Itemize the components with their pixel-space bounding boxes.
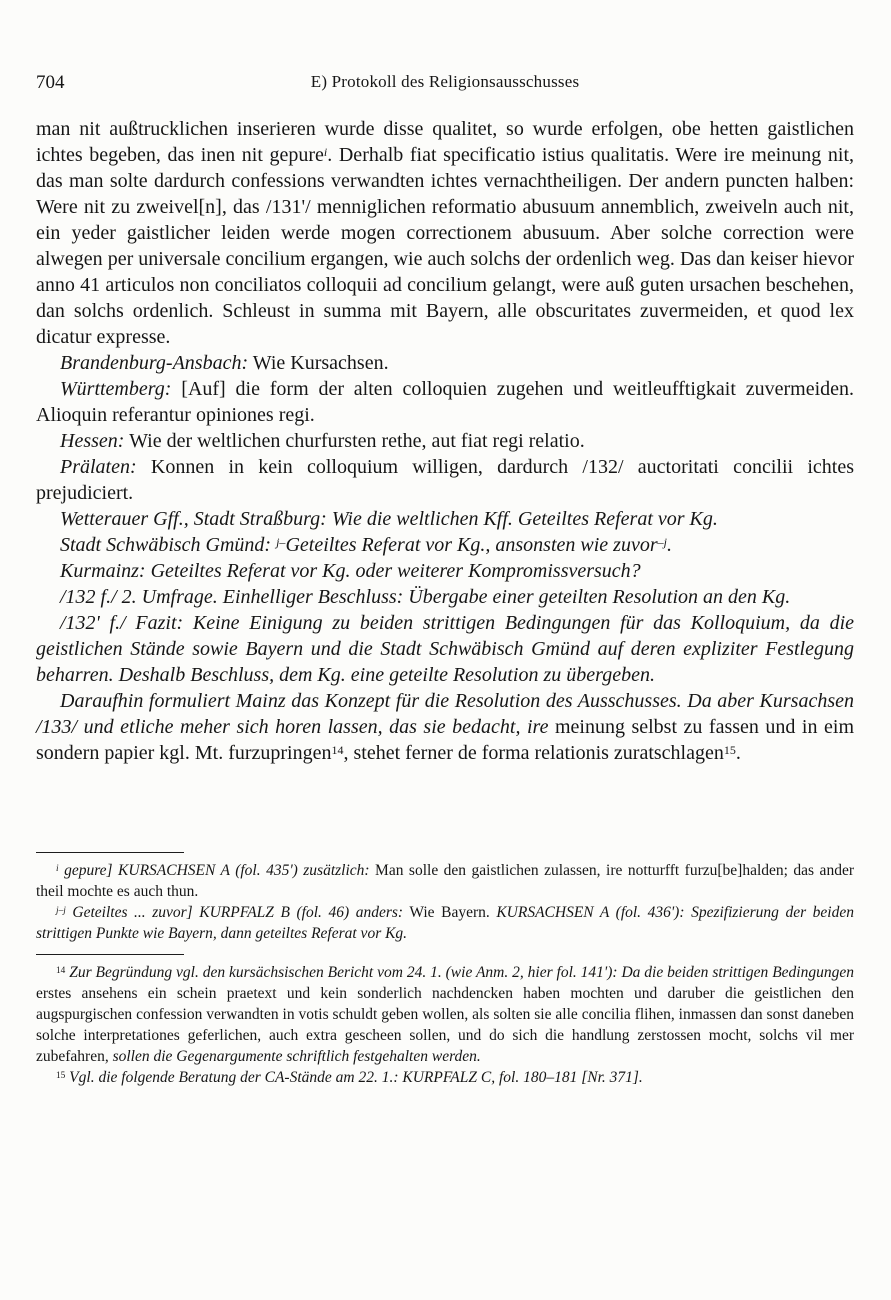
- footnote-j: [36, 902, 854, 944]
- text-run: /132' f./ Fazit: Keine Einigung zu beiden strittigen Bedingungen für das Kolloquium, da die geistlichen Stände sowie Bayern und die Stadt Schwäbisch Gmünd auf deren expliziter Festlegung beharren. Deshalb Beschluss, dem Kg. eine geteilte Resolution zu übergeben.: [36, 612, 854, 686]
- main-text-block: [36, 116, 854, 766]
- paragraph-umfrage: [36, 584, 854, 610]
- paragraph-votum-hessen: [36, 428, 854, 454]
- footnote-marker: 14: [56, 965, 66, 976]
- text-run: , stehet ferner de forma relationis zuratschlagen: [343, 742, 724, 764]
- text-run: Konnen in kein colloquium willigen, dardurch /132/ auctoritati concilii ichtes prejudiciert.: [36, 456, 854, 504]
- text-run: Wie der weltlichen churfursten rethe, aut fiat regi relatio.: [124, 430, 585, 452]
- text-run: Vgl. die folgende Beratung der CA-Stände am 22. 1.: KURPFALZ C, fol. 180–181 [Nr. 371].: [65, 1069, 643, 1086]
- running-head: E) Protokoll des Religionsausschusses: [310, 72, 580, 91]
- footnote-group-letters: [36, 860, 854, 944]
- text-run: man nit außtrucklichen inserieren wurde disse qualitet, so wurde erfolgen, obe hetten gaistlichen ichtes begeben, das inen nit gepure: [36, 118, 854, 166]
- text-run: Prälaten:: [60, 456, 137, 478]
- footnote-group-numbers: [36, 962, 854, 1088]
- footnote-marker: 15: [56, 1070, 66, 1081]
- text-run: Man solle den gaistlichen zulassen, ire notturfft furzu[be]halden; das ander theil mochte es auch thun.: [36, 862, 854, 900]
- paragraph-votum-kurmainz: [36, 558, 854, 584]
- footnote-marker: i: [56, 863, 59, 874]
- footnote-separator: [36, 954, 184, 955]
- text-run: Wie Bayern.: [403, 904, 490, 921]
- text-run: KURSACHSEN A (fol. 436'): Spezifizierung der beiden strittigen Punkte wie Bayern, dann geteiltes Referat vor Kg.: [36, 904, 854, 942]
- footnote-marker: 14: [331, 742, 344, 757]
- paragraph-votum-schwaebisch-gmuend: [36, 532, 854, 558]
- text-run: Hessen:: [60, 430, 125, 452]
- text-run: Kurmainz: Geteiltes Referat vor Kg. oder weiterer Kompromissversuch?: [60, 560, 641, 582]
- text-run: Geteiltes ... zuvor] KURPFALZ B (fol. 46) anders:: [65, 904, 404, 921]
- text-run: erstes ansehens ein schein praetext und kein sonderlich nachdencken haben mochten und daruber die geistlichen den augspurgischen confession verwandten in votis schuldt geben wollen, als solten sie alle concilia flihen, inmassen dan sonst daneben solche interpretationes geferlichen, auch extra gescheen sollen, und do sich die handlung zerstossen mocht, solchs vil mer zubefahren,: [36, 985, 854, 1065]
- text-run: . Derhalb fiat specificatio istius qualitatis. Were ire meinung nit, das man solte dardurch confessions verwandten ichtes vernachtheiligen. Der andern puncten halben: Were nit zu zweivel[n], das /131'/ menniglichen reformatio abusuum annemblich, zweiveln auch nit, ein yeder gaistlicher leiden werde mogen correctionem abusuum. Aber solche correction were alwegen per universale concilium ergangen, wie auch solchs der ordenlich weg. Das dan keiser hievor anno 41 articulos non conciliatos colloquii ad concilium gelangt, were auß guten ursachen beschehen, dan solchs ordenlich. Schleust in summa mit Bayern, alle obscuritates zuvermeiden, et quod lex dicatur expresse.: [36, 144, 855, 348]
- paragraph-votum-wuerttemberg: [36, 376, 854, 428]
- paragraph-votum-praelaten: [36, 454, 854, 506]
- footnote-i: [36, 860, 854, 902]
- text-run: Daraufhin formuliert Mainz das Konzept für die Resolution des Ausschusses. Da aber Kursachsen /133/ und etliche meher sich horen lassen, das sie bedacht, ire: [36, 690, 854, 738]
- paragraph-schluss: [36, 688, 854, 766]
- paragraph-fazit: [36, 610, 854, 688]
- footnote-marker: –j: [657, 534, 667, 549]
- footnote-marker: i: [323, 144, 328, 159]
- text-run: gepure] KURSACHSEN A (fol. 435') zusätzlich:: [58, 862, 370, 879]
- paragraph-votum-brandenburg-ansbach: [36, 350, 854, 376]
- text-run: Wetterauer Gff., Stadt Straßburg: Wie die weltlichen Kff. Geteiltes Referat vor Kg.: [60, 508, 718, 530]
- text-run: Geteiltes Referat vor Kg., ansonsten wie zuvor: [285, 534, 658, 556]
- page-number: 704: [36, 72, 65, 93]
- footnote-marker: j–j: [56, 905, 66, 916]
- text-run: Wie Kursachsen.: [248, 352, 389, 374]
- footnote-separator: [36, 852, 184, 853]
- text-run: Zur Begründung vgl. den kursächsischen Bericht vom 24. 1. (wie Anm. 2, hier fol. 141'): Da die beiden strittigen Bedingungen: [65, 964, 854, 981]
- text-run: Brandenburg-Ansbach:: [60, 352, 249, 374]
- text-run: .: [735, 742, 741, 764]
- text-run: sollen die Gegenargumente schriftlich festgehalten werden.: [112, 1048, 481, 1065]
- text-run: [Auf] die form der alten colloquien zugehen und weitleufftigkait zuvermeiden. Alioquin referantur opiniones regi.: [36, 378, 854, 426]
- text-run: meinung selbst zu fassen und in eim sondern papier kgl. Mt. furzupringen: [36, 716, 854, 764]
- text-run: Württemberg:: [60, 378, 172, 400]
- footnote-14: [36, 962, 854, 1067]
- footnote-area: [36, 852, 854, 1088]
- paragraph-votum-wetterauer-strassburg: [36, 506, 854, 532]
- footnote-15: [36, 1067, 854, 1088]
- footnote-marker: j–: [276, 534, 286, 549]
- text-run: /132 f./ 2. Umfrage. Einhelliger Beschluss: Übergabe einer geteilten Resolution an den Kg.: [60, 586, 791, 608]
- footnote-marker: 15: [723, 742, 736, 757]
- paragraph-protocol-continuation: [36, 116, 854, 350]
- text-run: Stadt Schwäbisch Gmünd:: [60, 534, 277, 556]
- text-run: .: [666, 534, 672, 556]
- page-header: [36, 72, 854, 96]
